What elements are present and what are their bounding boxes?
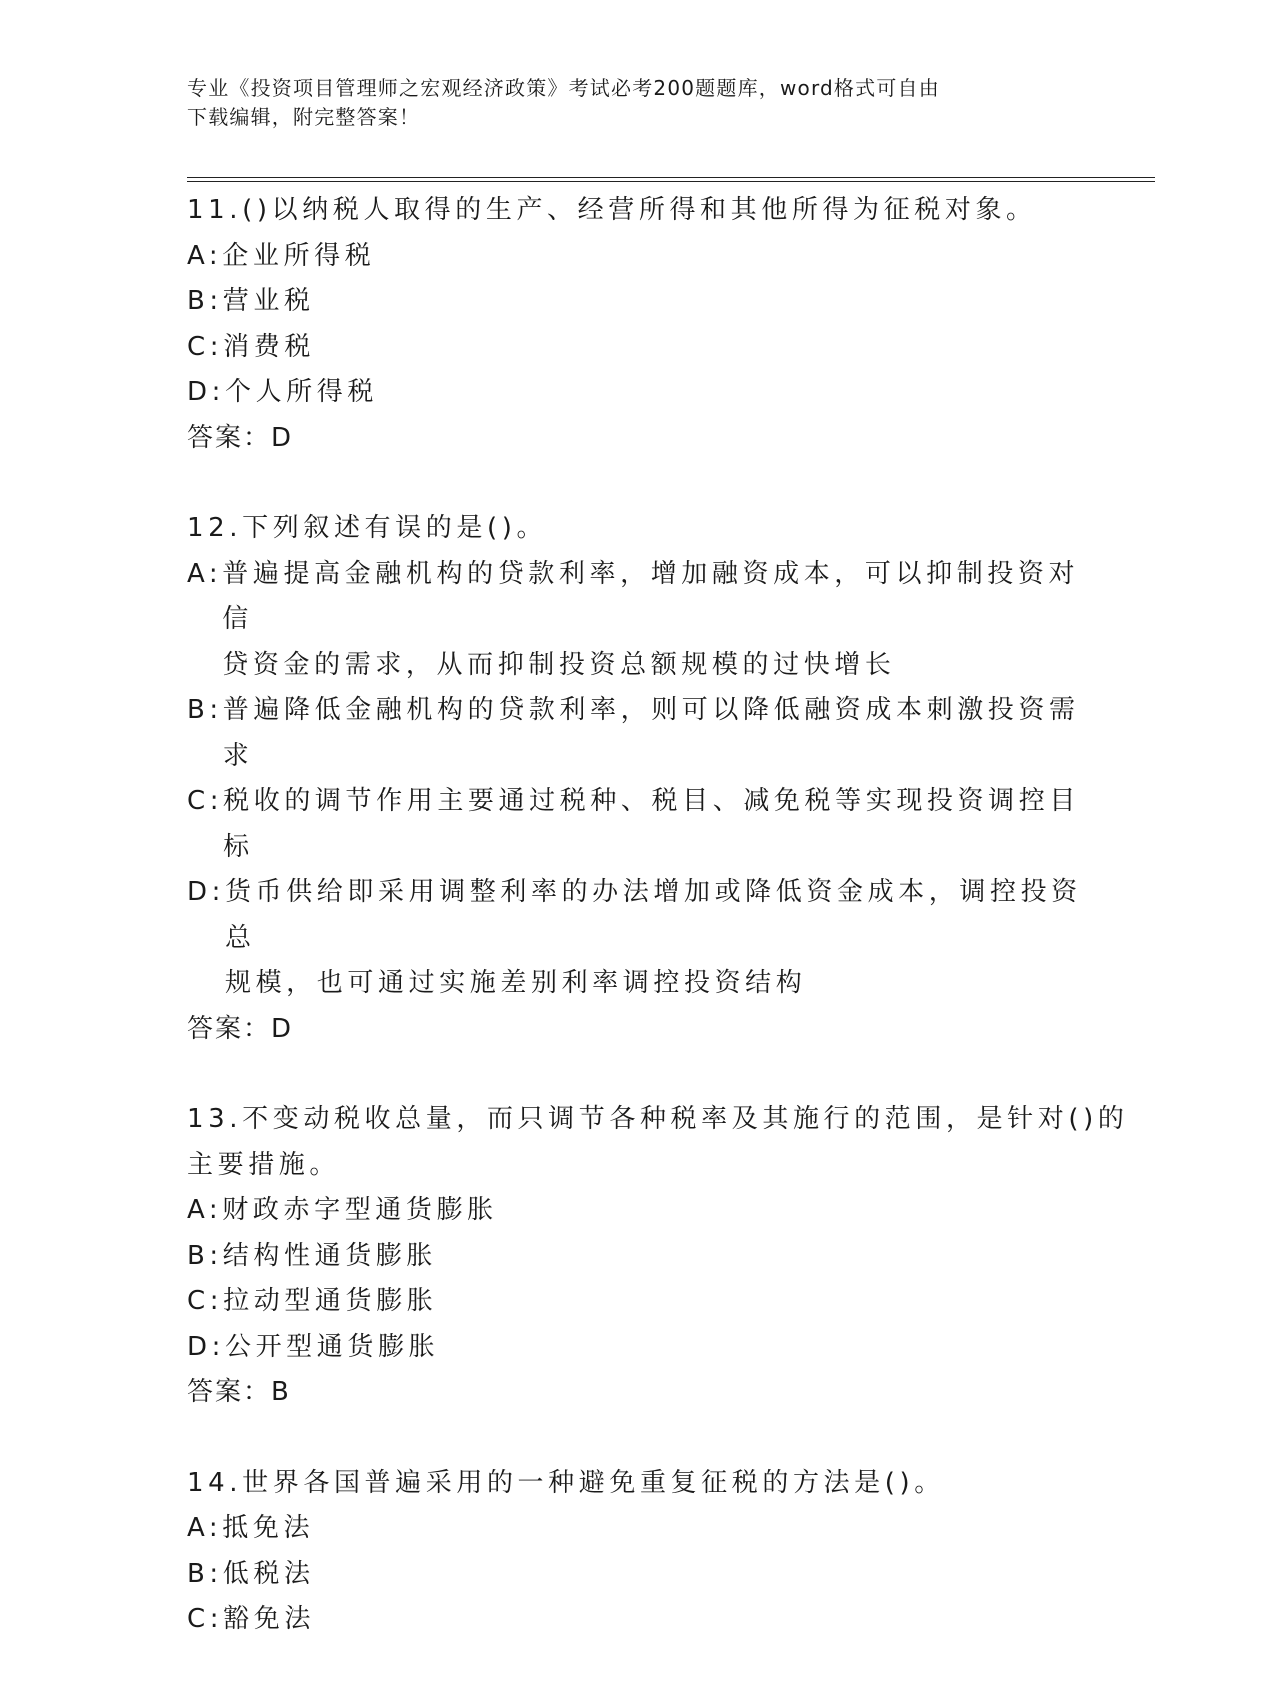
option-key: A: bbox=[187, 558, 223, 589]
header-line-1: 专业《投资项目管理师之宏观经济政策》考试必考200题题库，word格式可自由 bbox=[187, 76, 940, 100]
answer-line: 答案：B bbox=[187, 1377, 291, 1407]
option-text: 个人所得税 bbox=[224, 377, 378, 407]
option-key: C: bbox=[187, 786, 224, 816]
header-divider-thin bbox=[187, 177, 1155, 178]
option-key: A: bbox=[187, 240, 223, 271]
question-13 bbox=[187, 1097, 1129, 1416]
question-number: 11. bbox=[187, 195, 243, 225]
option-key: D: bbox=[187, 877, 225, 907]
question-number: 14. bbox=[187, 1467, 243, 1498]
option-key: B: bbox=[187, 695, 223, 725]
option-b bbox=[187, 688, 1087, 779]
option-b bbox=[187, 279, 1087, 325]
option-key: D: bbox=[187, 1331, 225, 1362]
option-key: B: bbox=[187, 286, 223, 316]
option-d bbox=[187, 370, 1087, 416]
answer-line: 答案：D bbox=[187, 422, 294, 453]
document-header bbox=[187, 74, 1067, 132]
option-text: 消费税 bbox=[223, 331, 315, 362]
question-stem bbox=[187, 1461, 1087, 1507]
option-key: A: bbox=[187, 1513, 223, 1543]
question-text: 下列叙述有误的是()。 bbox=[242, 513, 548, 543]
question-stem bbox=[187, 188, 1087, 234]
option-c bbox=[187, 1279, 1087, 1325]
question-14 bbox=[187, 1461, 1087, 1643]
option-c bbox=[187, 325, 1087, 371]
option-text: 抵免法 bbox=[222, 1513, 315, 1543]
option-d bbox=[187, 870, 1087, 1007]
option-key: C: bbox=[187, 1604, 224, 1634]
option-c bbox=[187, 779, 1087, 870]
option-text: 公开型通货膨胀 bbox=[224, 1331, 440, 1362]
option-key: D: bbox=[187, 377, 225, 407]
question-number: 12. bbox=[187, 513, 243, 543]
option-text: 普遍提高金融机构的贷款利率，增加融资成本，可以抑制投资对信 贷资金的需求，从而抑制投资总额规模的过快增长 bbox=[222, 558, 1080, 680]
option-text: 企业所得税 bbox=[222, 240, 376, 271]
option-text: 营业税 bbox=[222, 286, 315, 316]
option-b bbox=[187, 1234, 1087, 1280]
header-divider-thick bbox=[187, 181, 1155, 182]
option-key: B: bbox=[187, 1558, 223, 1589]
option-text: 税收的调节作用主要通过税种、税目、减免税等实现投资调控目标 bbox=[223, 786, 1080, 862]
option-c bbox=[187, 1597, 1087, 1643]
option-key: C: bbox=[187, 331, 224, 362]
question-stem bbox=[187, 1097, 1129, 1143]
question-11 bbox=[187, 188, 1087, 461]
option-text: 结构性通货膨胀 bbox=[222, 1240, 437, 1271]
answer-line: 答案：D bbox=[187, 1013, 294, 1044]
question-number: 13. bbox=[187, 1104, 243, 1134]
option-a bbox=[187, 1188, 1087, 1234]
option-text: 低税法 bbox=[222, 1558, 315, 1589]
option-key: A: bbox=[187, 1195, 223, 1225]
question-12 bbox=[187, 506, 1087, 1052]
option-a bbox=[187, 234, 1087, 280]
option-d bbox=[187, 1325, 1087, 1371]
option-key: C: bbox=[187, 1286, 224, 1316]
option-text: 豁免法 bbox=[223, 1604, 315, 1634]
option-a bbox=[187, 1506, 1087, 1552]
question-stem-continued: 主要措施。 bbox=[187, 1149, 341, 1180]
option-text: 货币供给即采用调整利率的办法增加或降低资金成本，调控投资总 规模，也可通过实施差别利率调控投资结构 bbox=[224, 877, 1082, 998]
header-line-2: 下载编辑，附完整答案！ bbox=[187, 105, 421, 129]
option-text: 财政赤字型通货膨胀 bbox=[222, 1195, 498, 1225]
option-a bbox=[187, 552, 1087, 689]
question-stem bbox=[187, 506, 1087, 552]
option-b bbox=[187, 1552, 1087, 1598]
option-key: B: bbox=[187, 1240, 223, 1271]
question-text: ()以纳税人取得的生产、经营所得和其他所得为征税对象。 bbox=[242, 195, 1037, 225]
question-text: 不变动税收总量，而只调节各种税率及其施行的范围，是针对()的 bbox=[242, 1104, 1129, 1134]
option-text: 普遍降低金融机构的贷款利率，则可以降低融资成本刺激投资需求 bbox=[222, 695, 1080, 771]
question-text: 世界各国普遍采用的一种避免重复征税的方法是()。 bbox=[242, 1467, 945, 1498]
option-text: 拉动型通货膨胀 bbox=[223, 1286, 438, 1316]
question-list bbox=[187, 188, 1129, 1688]
